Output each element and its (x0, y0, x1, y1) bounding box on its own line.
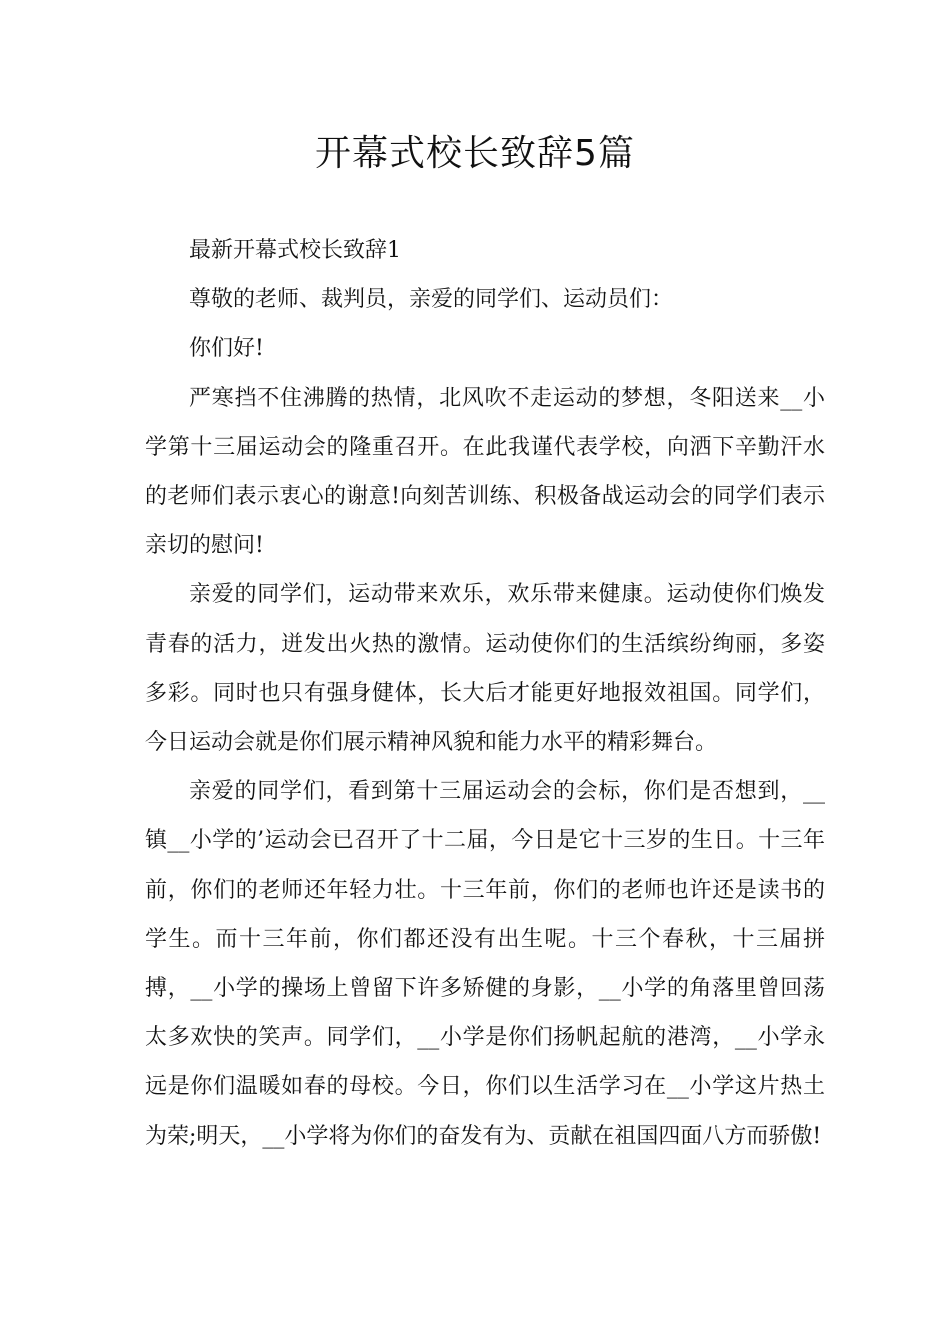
greeting: 你们好! (189, 336, 264, 362)
section-heading: 最新开幕式校长致辞1 (189, 238, 401, 263)
body-paragraph-2: 亲爱的同学们，运动带来欢乐，欢乐带来健康。运动使你们焕发青春的活力，迸发出火热的激情。运动使你们的生活缤纷绚丽，多姿多彩。同时也只有强身健体，长大后才能更好地报效祖国。同学们，今日运动会就是你们展示精神风貌和能力水平的精彩舞台。 (145, 582, 825, 756)
document-body (145, 226, 825, 1161)
body-paragraph-3: 亲爱的同学们，看到第十三届运动会的会标，你们是否想到，__镇__小学的’运动会已召开了十二届，今日是它十三岁的生日。十三年前，你们的老师还年轻力壮。十三年前，你们的老师也许还是读书的学生。而十三年前，你们都还没有出生呢。十三个春秋，十三届拼搏，__小学的操场上曾留下许多矫健的身影，__小学的角落里曾回荡太多欢快的笑声。同学们，__小学是你们扬帆起航的港湾，__小学永远是你们温暖如春的母校。今日，你们以生活学习在__小学这片热土为荣;明天，__小学将为你们的奋发有为、贡献在祖国四面八方而骄傲! (145, 779, 825, 1149)
body-paragraph-1: 严寒挡不住沸腾的热情，北风吹不走运动的梦想，冬阳送来__小学第十三届运动会的隆重召开。在此我谨代表学校，向洒下辛勤汗水的老师们表示衷心的谢意!向刻苦训练、积极备战运动会的同学们表示亲切的慰问! (145, 385, 825, 559)
salutation: 尊敬的老师、裁判员，亲爱的同学们、运动员们： (189, 287, 674, 313)
document-title: 开幕式校长致辞5篇 (315, 133, 635, 174)
